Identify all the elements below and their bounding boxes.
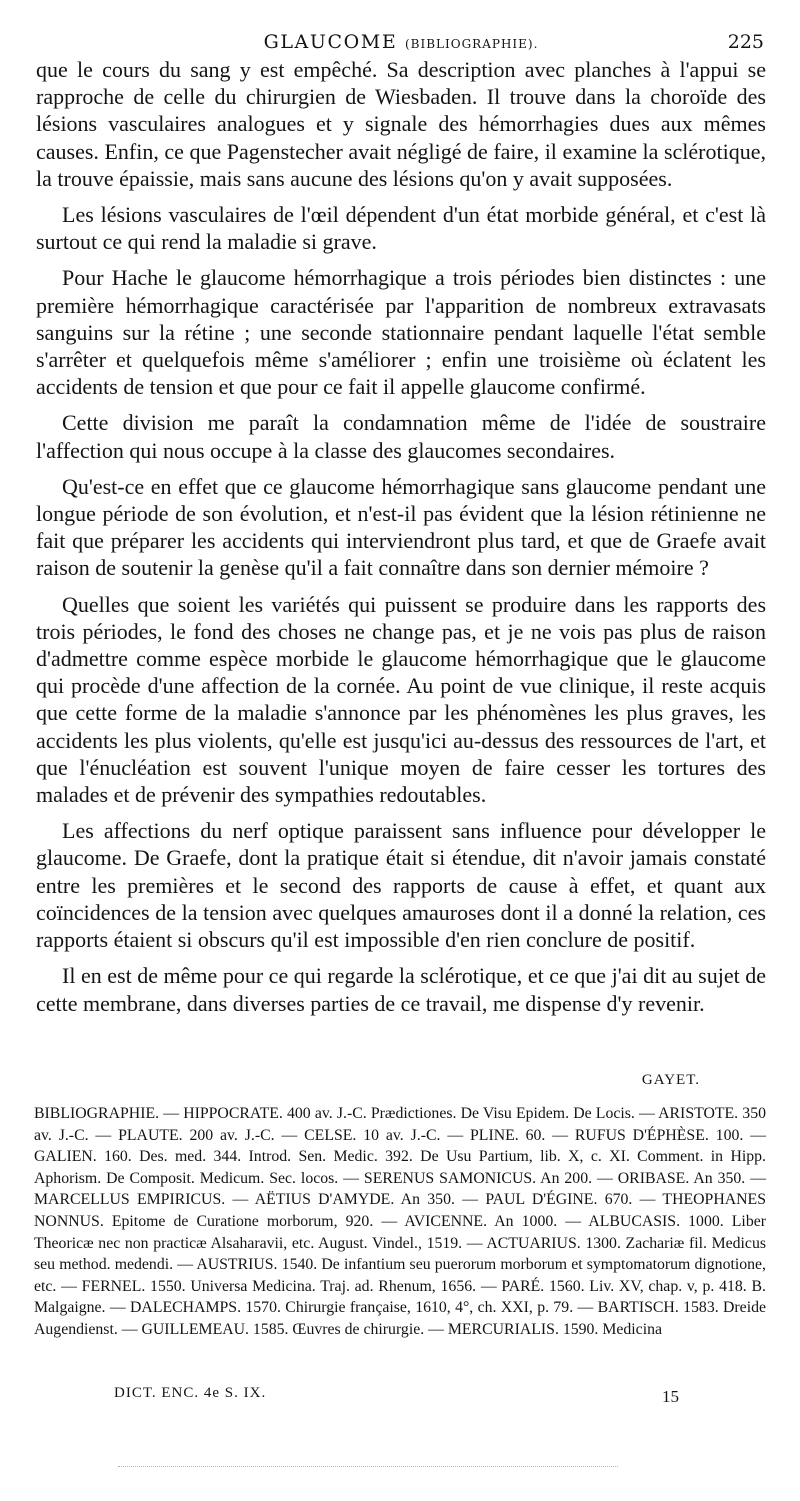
running-header	[38, 28, 764, 56]
bottom-divider	[118, 1466, 618, 1467]
page-footer	[114, 1385, 679, 1413]
bibliography	[34, 1103, 766, 1341]
author-signature: GAYET.	[641, 1072, 700, 1088]
paragraph: Les lésions vasculaires de l'œil dépendent d'un état morbide général, et c'est là surtout ce qui rend la maladie si grave.	[36, 202, 766, 255]
page-number: 225	[727, 31, 764, 53]
dictionary-reference: DICT. ENC. 4e S. IX.	[114, 1385, 267, 1401]
paragraph: Quelles que soient les variétés qui puissent se produire dans les rapports des trois périodes, le fond des choses ne change pas, et je ne vois pas plus de raison d'admettre comme espèce morbide le glaucome hémorrhagique que le glaucome qui procède d'une affection de la cornée. Au point de vue clinique, il reste acquis que cette forme de la maladie s'annonce par les phénomènes les plus graves, les accidents les plus violents, qu'elle est jusqu'ici au-dessus des ressources de l'art, et que l'énucléation est souvent l'unique moyen de faire cesser les tortures des malades et de prévenir des sympathies redoutables.	[36, 591, 766, 808]
running-title-sub: (BIBLIOGRAPHIE).	[404, 37, 539, 51]
paragraph: Qu'est-ce en effet que ce glaucome hémorrhagique sans glaucome pendant une longue période de son évolution, et n'est-il pas évident que la lésion rétinienne ne fait que préparer les accidents qui interviendront plus tard, et que de Graefe avait raison de soutenir la genèse qu'il a fait connaître dans son dernier mémoire ?	[36, 473, 766, 581]
paragraph: Pour Hache le glaucome hémorrhagique a trois périodes bien distinctes : une première hémorrhagique caractérisée par l'apparition de nombreux extravasats sanguins sur la rétine ; une seconde stationnaire pendant laquelle l'état semble s'arrêter et quelquefois même s'améliorer ; enfin une troisième où éclatent les accidents de tension et que pour ce fait il appelle glaucome confirmé.	[36, 265, 766, 400]
bibliography-text: BIBLIOGRAPHIE. — HIPPOCRATE. 400 av. J.-C. Prædictiones. De Visu Epidem. De Locis. — ARISTOTE. 350 av. J.-C. — PLAUTE. 200 av. J.-C. — CELSE. 10 av. J.-C. — PLINE. 60. — RUFUS D'ÉPHÈSE. 100. — GALIEN. 160. Des. med. 344. Introd. Sen. Medic. 392. De Usu Partium, lib. X, c. XI. Comment. in Hipp. Aphorism. De Composit. Medicum. Sec. locos. — SERENUS SAMONICUS. An 200. — ORIBASE. An 350. — MARCELLUS EMPIRICUS. — AËTIUS D'AMYDE. An 350. — PAUL D'ÉGINE. 670. — THEOPHANES NONNUS. Epitome de Curatione morborum, 920. — AVICENNE. An 1000. — ALBUCASIS. 1000. Liber Theoricæ nec non practicæ Alsaharavii, etc. August. Vindel., 1519. — ACTUARIUS. 1300. Zachariæ fil. Medicus seu method. medendi. — AUSTRIUS. 1540. De infantium seu puerorum morborum et symptomatorum dignotione, etc. — FERNEL. 1550. Universa Medicina. Traj. ad. Rhenum, 1656. — PARÉ. 1560. Liv. XV, chap. v, p. 418. B. Malgaigne. — DALECHAMPS. 1570. Chirurgie française, 1610, 4°, ch. XXI, p. 79. — BARTISCH. 1583. Dreide Augendienst. — GUILLEMEAU. 1585. Œuvres de chirurgie. — MERCURIALIS. 1590. Medicina	[34, 1105, 766, 1338]
paragraph: Les affections du nerf optique paraissent sans influence pour développer le glaucome. De Graefe, dont la pratique était si étendue, dit n'avoir jamais constaté entre les premières et le second des rapports de cause à effet, et quant aux coïncidences de la tension avec quelques amauroses dont il a donné la relation, ces rapports étaient si obscurs qu'il est impossible d'en rien conclure de positif.	[36, 818, 766, 953]
paragraph: que le cours du sang y est empêché. Sa description avec planches à l'appui se rapproche de celle du chirurgien de Wiesbaden. Il trouve dans la choroïde des lésions vasculaires analogues et y signale des hémorrhagies dues aux mêmes causes. Enfin, ce que Pagenstecher avait négligé de faire, il examine la sclérotique, la trouve épaissie, mais sans aucune des lésions qu'on y avait supposées.	[36, 57, 766, 191]
paragraph: Il en est de même pour ce qui regarde la sclérotique, et ce que j'ai dit au sujet de cette membrane, dans diverses parties de ce travail, me dispense d'y revenir.	[36, 963, 766, 1016]
running-title-main: GLAUCOME	[263, 31, 398, 53]
running-title	[38, 31, 764, 53]
sheet-number: 15	[662, 1387, 679, 1406]
paragraph: Cette division me paraît la condamnation même de l'idée de soustraire l'affection qui nous occupe à la classe des glaucomes secondaires.	[36, 410, 766, 463]
article-body	[36, 56, 766, 1026]
